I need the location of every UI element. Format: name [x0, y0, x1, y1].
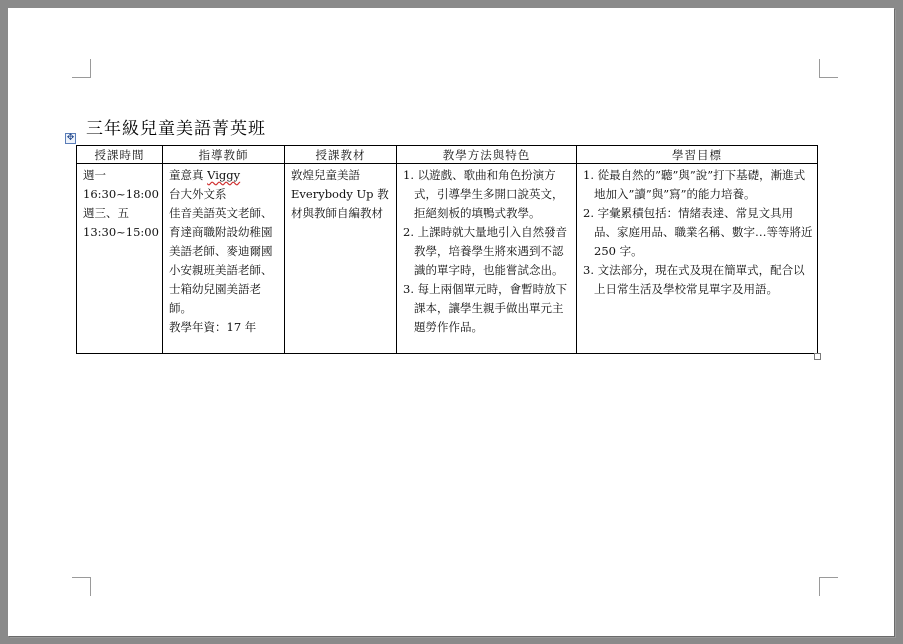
header-methods[interactable]: 教學方法與特色 — [397, 146, 577, 164]
header-materials[interactable]: 授課教材 — [285, 146, 397, 164]
table-header-row — [77, 146, 818, 164]
crop-mark-bottom-right — [819, 577, 838, 596]
cell-goals[interactable] — [577, 164, 818, 354]
table-row — [77, 164, 818, 354]
course-table[interactable] — [76, 145, 818, 354]
goal-item: 2. 字彙累積包括：情緒表達、常見文具用品、家庭用品、職業名稱、數字…等等將近 250 字。 — [583, 206, 813, 258]
goal-item: 1. 從最自然的”聽”與”說”打下基礎，漸進式地加入”讀”與”寫”的能力培養。 — [583, 168, 806, 201]
method-item: 3. 每上兩個單元時，會暫時放下課本，讓學生親手做出單元主題勞作作品。 — [403, 282, 568, 334]
goal-item: 3. 文法部分，現在式及現在簡單式，配合以上日常生活及學校常見單字及用語。 — [583, 263, 805, 296]
cell-schedule[interactable] — [77, 164, 163, 354]
method-item: 1. 以遊戲、歌曲和角色扮演方式，引導學生多開口說英文，拒絕刻板的填鴨式教學。 — [403, 168, 564, 220]
table-resize-icon[interactable] — [814, 353, 821, 360]
header-schedule[interactable]: 授課時間 — [77, 146, 163, 164]
cell-materials[interactable] — [285, 164, 397, 354]
document-page — [8, 8, 894, 636]
cell-teacher[interactable] — [163, 164, 285, 354]
teacher-years: 教學年資：17 年 — [169, 320, 257, 334]
materials-text: 敦煌兒童美語 Everybody Up 教材與教師自編教材 — [291, 168, 389, 220]
schedule-time: 13:30~15:00 — [83, 225, 159, 239]
teacher-experience: 佳音美語英文老師、育達商職附設幼稚園美語老師、麥迪爾國小安親班美語老師、士箱幼兒園美語老師。 — [169, 206, 273, 315]
crop-mark-bottom-left — [72, 577, 91, 596]
header-teacher[interactable]: 指導教師 — [163, 146, 285, 164]
table-move-icon[interactable]: ✥ — [66, 133, 75, 143]
teacher-education: 台大外文系 — [169, 187, 227, 201]
schedule-day: 週三、五 — [83, 206, 129, 220]
document-title[interactable]: 三年級兒童美語菁英班 — [86, 119, 266, 139]
schedule-time: 16:30~18:00 — [83, 187, 159, 201]
teacher-name — [169, 166, 280, 185]
header-goals[interactable]: 學習目標 — [577, 146, 818, 164]
schedule-day: 週一 — [83, 168, 106, 182]
teacher-name-chinese: 童意真 — [169, 168, 208, 182]
crop-mark-top-right — [819, 59, 838, 78]
method-item: 2. 上課時就大量地引入自然發音教學，培養學生將來遇到不認識的單字時，也能嘗試念出。 — [403, 225, 568, 277]
crop-mark-top-left — [72, 59, 91, 78]
cell-methods[interactable] — [397, 164, 577, 354]
spelling-flag[interactable]: Viggy — [207, 168, 241, 182]
